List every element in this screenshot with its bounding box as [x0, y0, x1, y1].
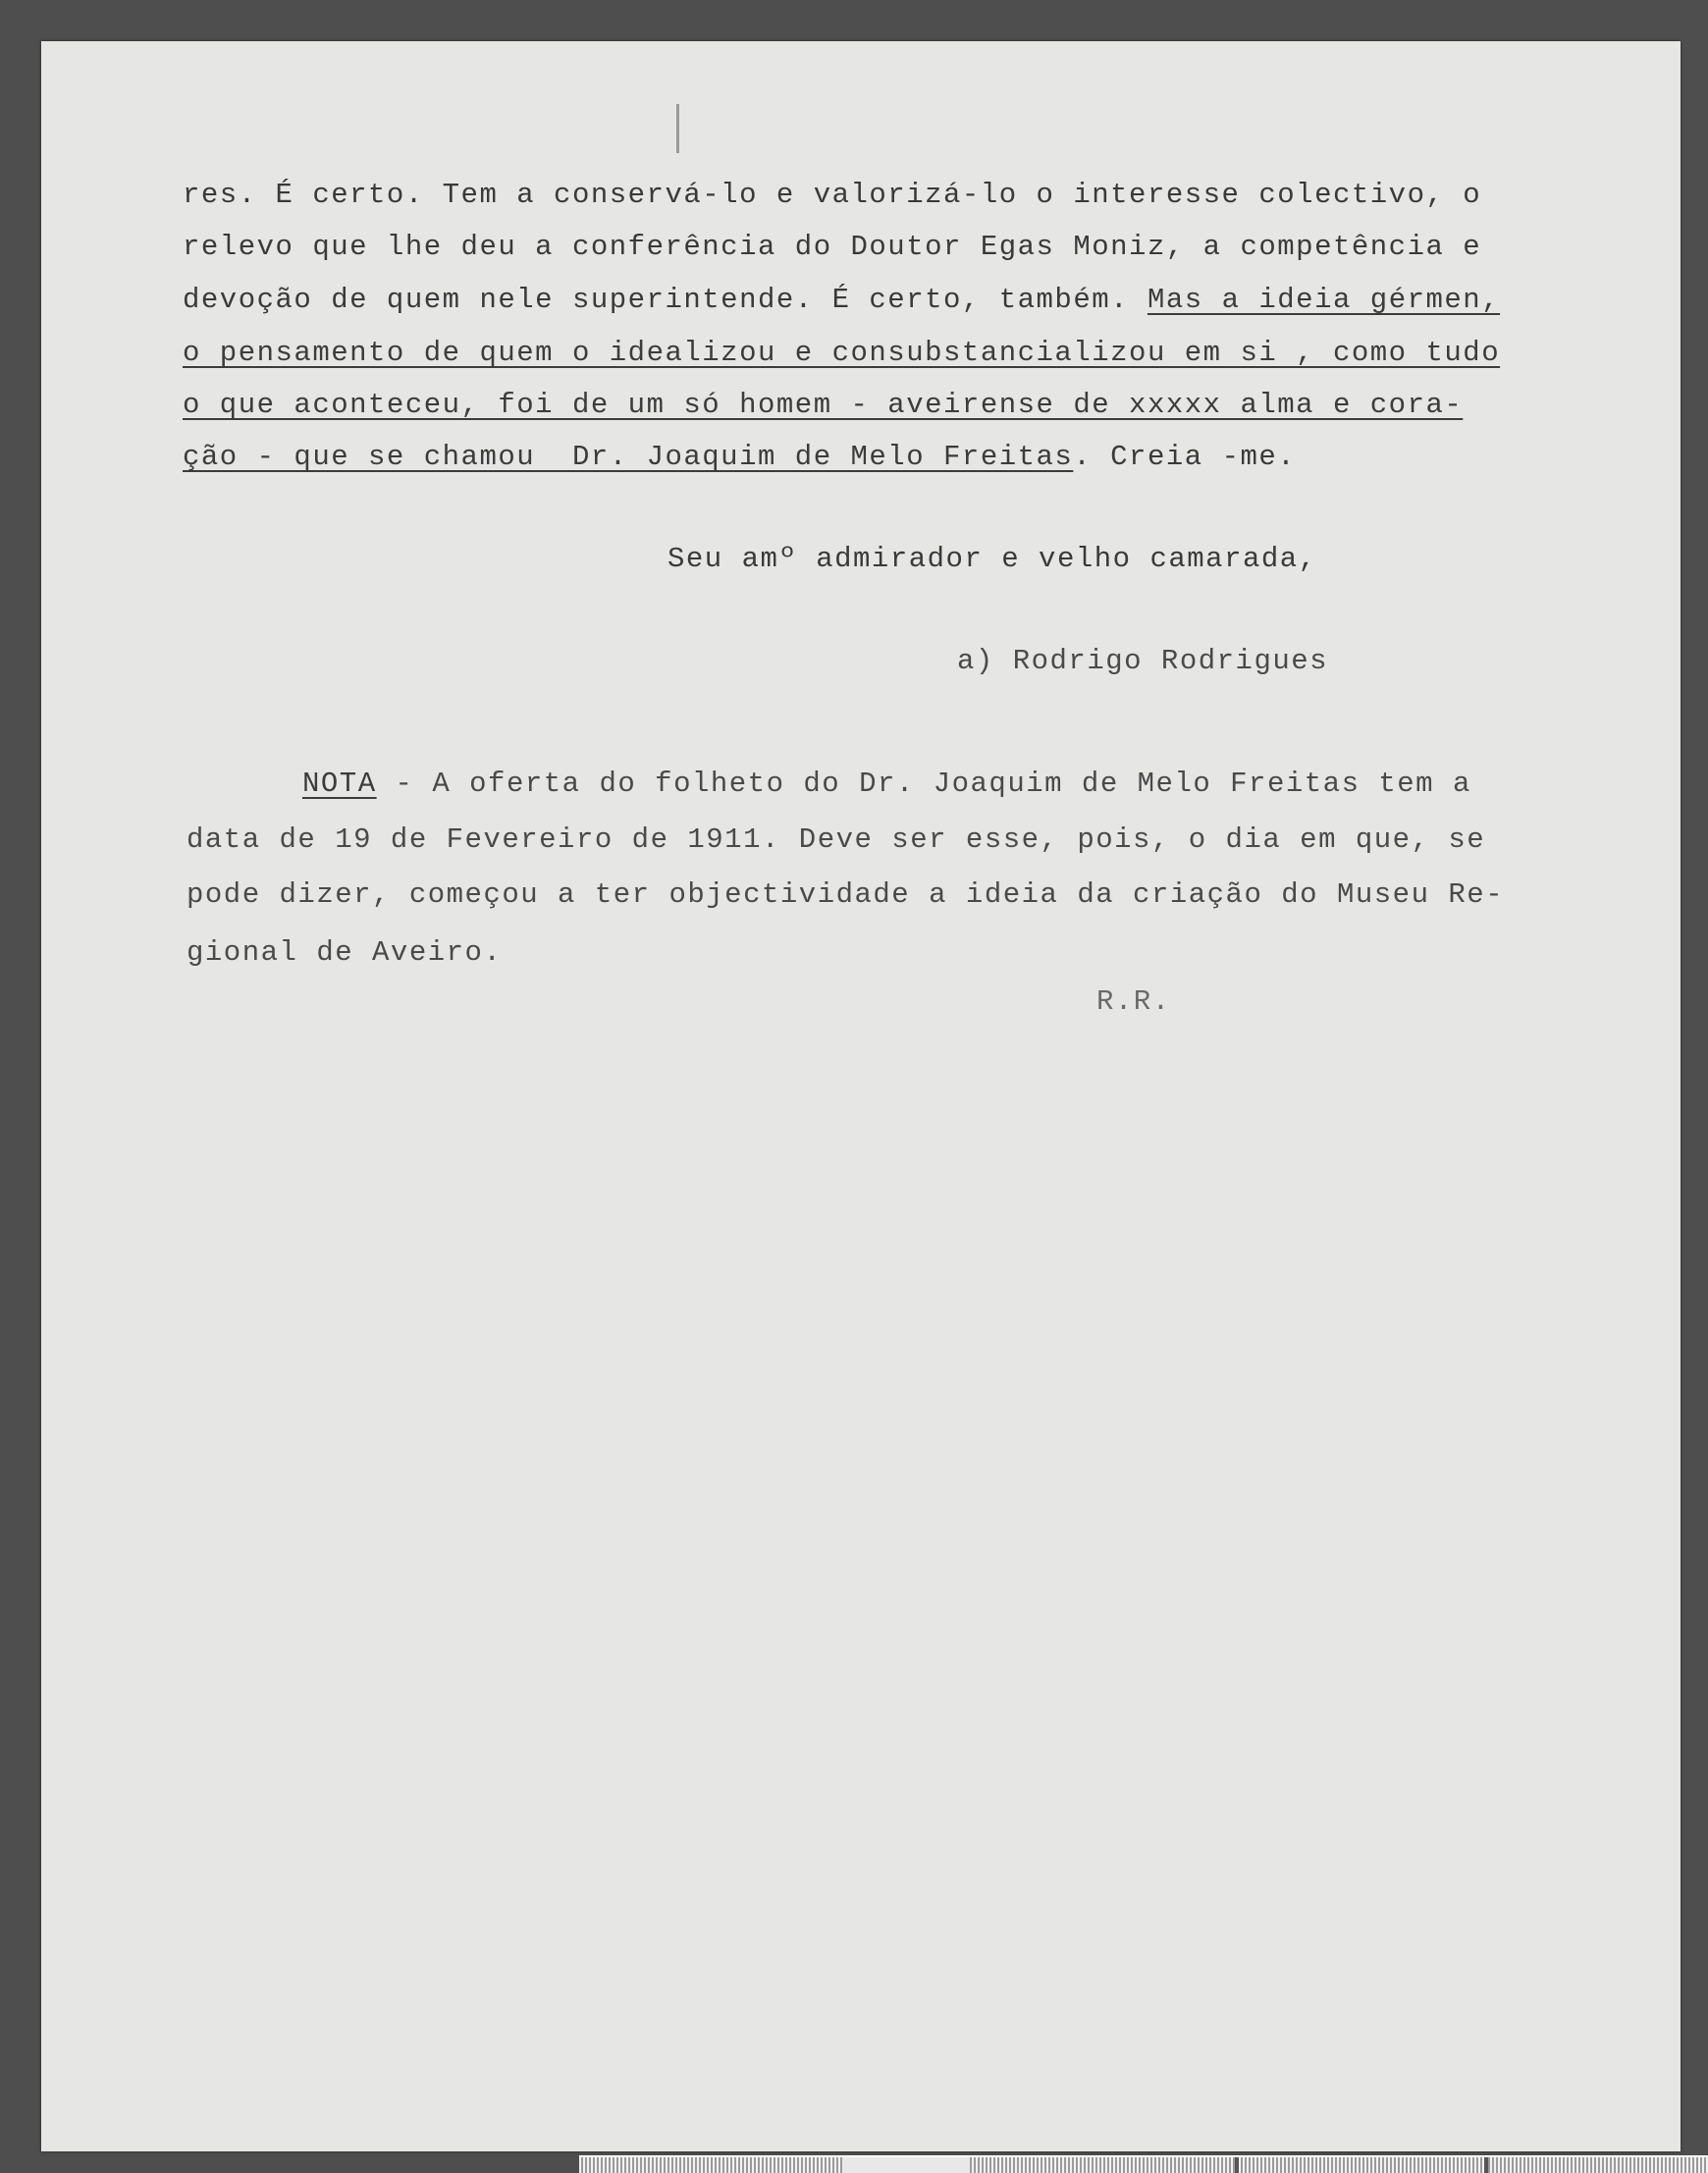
scale-ruler	[579, 2155, 1708, 2173]
body-line-3	[183, 286, 1500, 314]
staple-mark	[676, 104, 679, 153]
note-line-2: data de 19 de Fevereiro de 1911. Deve ser esse, pois, o dia em que, se	[187, 823, 1486, 856]
body-line-1: res. É certo. Tem a conservá-lo e valorizá-lo o interesse colectivo, o	[183, 179, 1482, 211]
ruler-segment	[842, 2157, 970, 2173]
body-line-6-plain: . Creia -me.	[1073, 441, 1297, 473]
note-line-3: pode dizer, começou a ter objectividade a ideia da criação do Museu Re-	[187, 878, 1505, 911]
body-line-6	[183, 443, 1296, 471]
note-label: NOTA	[302, 768, 377, 800]
closing-salutation: Seu amº admirador e velho camarada,	[667, 543, 1317, 575]
ruler-tick	[1235, 2157, 1239, 2173]
body-line-3-underlined: Mas a ideia gérmen,	[1147, 284, 1501, 316]
note-line-1	[302, 769, 1471, 798]
body-line-2: relevo que lhe deu a conferência do Doutor Egas Moniz, a competência e	[183, 231, 1482, 263]
note-initials: R.R.	[1096, 985, 1171, 1018]
body-line-6-underlined: ção - que se chamou Dr. Joaquim de Melo Freitas	[183, 441, 1074, 473]
note-line-4: gional de Aveiro.	[187, 936, 503, 969]
signature-line: a) Rodrigo Rodrigues	[957, 645, 1329, 677]
body-line-5: o que aconteceu, foi de um só homem - aveirense de xxxxx alma e cora-	[183, 389, 1464, 421]
ruler-tick	[1484, 2157, 1488, 2173]
body-line-3-plain: devoção de quem nele superintende. É certo, também.	[183, 284, 1148, 316]
body-line-4: o pensamento de quem o idealizou e consubstancializou em si , como tudo	[183, 337, 1501, 369]
note-line-1-rest: - A oferta do folheto do Dr. Joaquim de Melo Freitas tem a	[376, 768, 1471, 800]
